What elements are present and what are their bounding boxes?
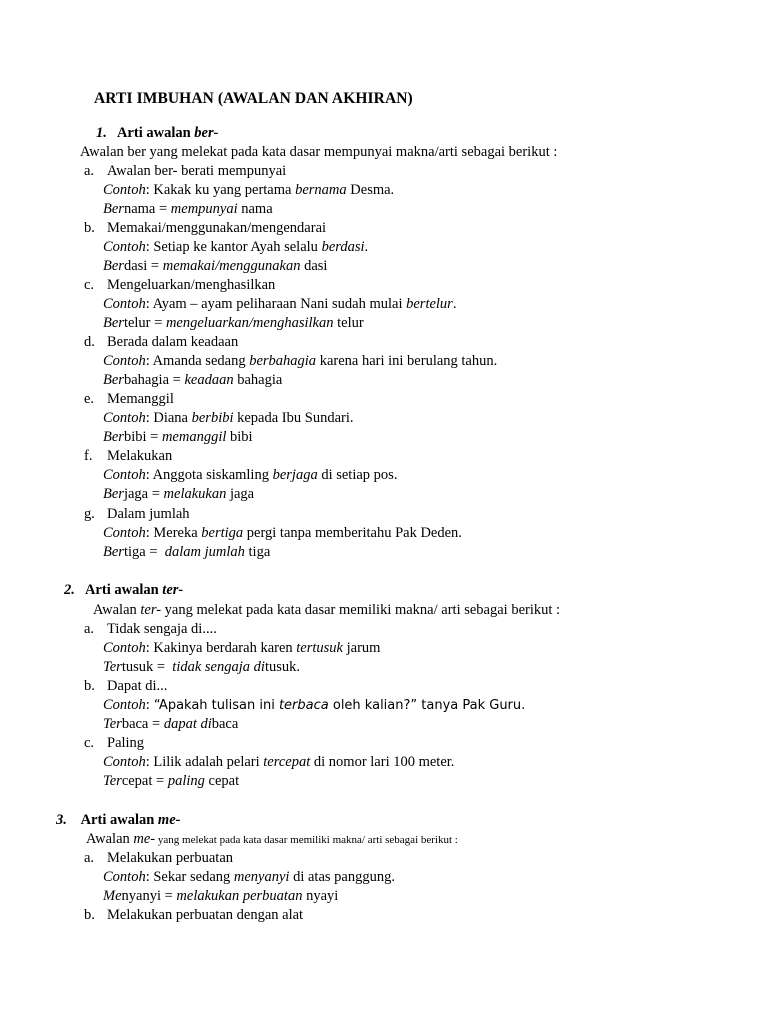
- section-heading-affix: ter-: [162, 582, 184, 598]
- equation-line: Tertusuk = tidak sengaja ditusuk.: [103, 659, 300, 675]
- equation-line: Berbibi = memanggil bibi: [103, 429, 253, 445]
- example-line: Contoh: Ayam – ayam peliharaan Nani sudah mulai bertelur.: [103, 296, 457, 312]
- equation-line: Menyanyi = melakukan perbuatan nyayi: [103, 888, 339, 904]
- list-item-label: a. Melakukan perbuatan: [84, 850, 234, 866]
- section-heading-affix: ber-: [194, 125, 219, 141]
- example-line: Contoh: Anggota siskamling berjaga di setiap pos.: [103, 467, 398, 483]
- equation-line: Tercepat = paling cepat: [103, 773, 240, 789]
- section-number: 3.: [56, 812, 67, 828]
- section-3-heading: [56, 811, 180, 830]
- list-item-label: b. Dapat di...: [84, 678, 168, 694]
- list-item-label: a. Tidak sengaja di....: [84, 621, 217, 637]
- equation-line: Bertiga = dalam jumlah tiga: [103, 544, 271, 560]
- section-number: 2.: [64, 582, 75, 598]
- example-line: Contoh: Sekar sedang menyanyi di atas panggung.: [103, 869, 395, 885]
- list-item-label: g. Dalam jumlah: [84, 506, 190, 522]
- section-1-heading: [96, 124, 218, 143]
- section-heading-affix: me-: [157, 812, 181, 828]
- equation-line: Terbaca = dapat dibaca: [103, 716, 239, 732]
- section-number: 1.: [96, 125, 107, 141]
- example-line: Contoh: Amanda sedang berbahagia karena hari ini berulang tahun.: [103, 353, 498, 369]
- equation-line: Bernama = mempunyai nama: [103, 201, 273, 217]
- page-title: ARTI IMBUHAN (AWALAN DAN AKHIRAN): [94, 90, 413, 107]
- example-line: Contoh: Lilik adalah pelari tercepat di nomor lari 100 meter.: [103, 754, 455, 770]
- example-line: Contoh: Setiap ke kantor Ayah selalu berdasi.: [103, 239, 369, 255]
- list-item-label: c. Mengeluarkan/menghasilkan: [84, 277, 276, 293]
- list-item-label: b. Melakukan perbuatan dengan alat: [84, 907, 304, 923]
- list-item-label: b. Memakai/menggunakan/mengendarai: [84, 220, 327, 236]
- example-line: Contoh: Kakinya berdarah karen tertusuk jarum: [103, 640, 381, 656]
- example-line: Contoh: Kakak ku yang pertama bernama Desma.: [103, 182, 395, 198]
- section-heading-text: Arti awalan: [84, 582, 163, 598]
- list-item-label: a. Awalan ber- berati mempunyai: [84, 163, 287, 179]
- section-heading-text: Arti awalan: [116, 125, 195, 141]
- list-item-label: e. Memanggil: [84, 391, 174, 407]
- section-3-intro: Awalan me- yang melekat pada kata dasar memiliki makna/ arti sebagai berikut :: [86, 831, 458, 847]
- section-2-intro: Awalan ter- yang melekat pada kata dasar memiliki makna/ arti sebagai berikut :: [93, 602, 561, 618]
- section-heading-text: Arti awalan: [80, 812, 158, 828]
- example-line: Contoh: Mereka bertiga pergi tanpa memberitahu Pak Deden.: [103, 525, 462, 541]
- example-line: Contoh: “Apakah tulisan ini terbaca oleh kalian?” tanya Pak Guru.: [103, 697, 526, 713]
- list-item-label: f. Melakukan: [84, 448, 173, 464]
- equation-line: Bertelur = mengeluarkan/menghasilkan telur: [103, 315, 364, 331]
- equation-line: Berdasi = memakai/menggunakan dasi: [103, 258, 328, 274]
- list-item-label: c. Paling: [84, 735, 145, 751]
- section-2-heading: [64, 581, 183, 600]
- equation-line: Berjaga = melakukan jaga: [103, 486, 255, 502]
- equation-line: Berbahagia = keadaan bahagia: [103, 372, 283, 388]
- example-line: Contoh: Diana berbibi kepada Ibu Sundari.: [103, 410, 354, 426]
- list-item-label: d. Berada dalam keadaan: [84, 334, 239, 350]
- section-1-intro: Awalan ber yang melekat pada kata dasar mempunyai makna/arti sebagai berikut :: [80, 144, 558, 160]
